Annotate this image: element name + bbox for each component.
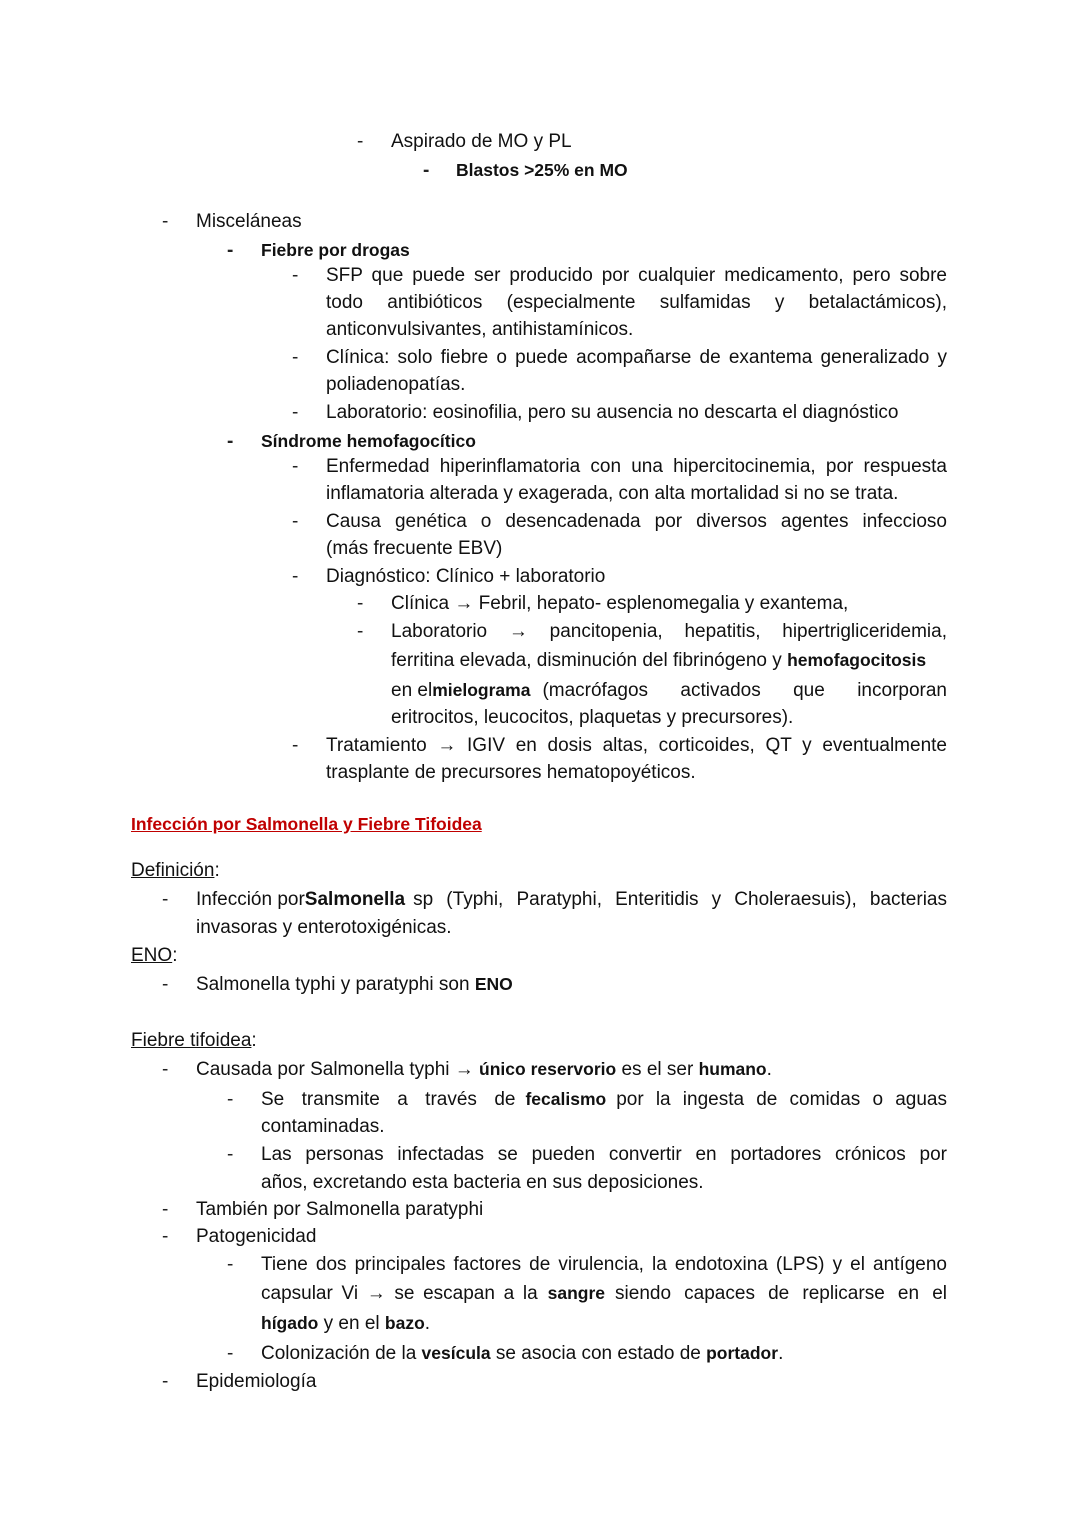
transmite-line-1: [261, 1086, 947, 1113]
portador-term: portador: [706, 1343, 779, 1363]
patogenicidad-line: Patogenicidad: [196, 1226, 317, 1247]
bullet-dash: -: [292, 265, 299, 286]
colon-period: .: [778, 1343, 784, 1364]
bullet-dash: -: [162, 211, 169, 232]
bullet-dash: -: [162, 1059, 169, 1080]
mielograma-term: mielograma: [432, 680, 531, 700]
colon-text: Colonización de la: [261, 1343, 417, 1364]
sfp-line-3: anticonvulsivantes, antihistamínicos.: [326, 319, 634, 340]
sfp-line-2: todo antibióticos (especialmente sulfamidas y betalactámicos),: [326, 292, 947, 313]
humano-term: humano: [698, 1059, 767, 1079]
tambien-line: También por Salmonella paratyphi: [196, 1199, 484, 1220]
sangre-term: sangre: [547, 1283, 606, 1303]
definicion-heading: Definición:: [131, 860, 220, 881]
bullet-dash: -: [292, 402, 299, 423]
lab-line-1: Laboratorio → pancitopenia, hepatitis, hipertrigliceridemia,: [391, 621, 947, 642]
def-line-1: [196, 886, 947, 913]
colon-text-2: se asocia con estado de: [495, 1343, 701, 1364]
bullet-dash: -: [423, 160, 430, 181]
tiene-text-3: y en el: [323, 1313, 380, 1334]
lab-line-3: [391, 677, 947, 704]
transmite-text-2: por la ingesta de comidas o aguas: [616, 1089, 947, 1110]
causada-text-2: es el ser: [621, 1059, 694, 1080]
tiene-line-2: [261, 1280, 947, 1307]
bullet-dash: -: [162, 974, 169, 995]
bullet-dash: -: [227, 1254, 234, 1275]
def-text-2: sp (Typhi, Paratyphi, Enteritidis y Choleraesuis), bacterias: [413, 889, 947, 910]
unico-reservorio-term: único reservorio: [479, 1059, 617, 1079]
sfp-line-1: SFP que puede ser producido por cualquier medicamento, pero sobre: [326, 265, 947, 286]
enf-line-1: Enfermedad hiperinflamatoria con una hipercitocinemia, por respuesta: [326, 456, 947, 477]
clinica-line-1: Clínica: solo fiebre o puede acompañarse de exantema generalizado y: [326, 347, 947, 368]
fiebre-drogas-title: Fiebre por drogas: [261, 240, 410, 260]
causada-line: [196, 1056, 772, 1083]
bullet-dash: -: [227, 1089, 234, 1110]
bullet-dash: -: [162, 1371, 169, 1392]
tiene-period: .: [424, 1313, 431, 1334]
bullet-dash: -: [227, 1144, 234, 1165]
salmonella-term: Salmonella: [304, 889, 406, 910]
lab-line-3-text: en el: [391, 680, 433, 701]
bullet-dash: -: [292, 511, 299, 532]
diagnostico-line: Diagnóstico: Clínico + laboratorio: [326, 566, 606, 587]
blastos-item: Blastos >25% en MO: [456, 160, 628, 180]
eno-label: ENO: [131, 945, 173, 966]
bullet-dash: -: [292, 347, 299, 368]
lab-line-4: eritrocitos, leucocitos, plaquetas y precursores).: [391, 707, 794, 728]
transmite-text: Se transmite a través de: [261, 1089, 516, 1110]
bullet-dash: -: [162, 1199, 169, 1220]
causa-line-1: Causa genética o desencadenada por diversos agentes infeccioso: [326, 511, 947, 532]
lab-line-2-text: ferritina elevada, disminución del fibrinógeno y: [391, 650, 782, 671]
bullet-dash: -: [292, 735, 299, 756]
tiene-text: capsular Vi → se escapan a la: [261, 1283, 538, 1304]
fecalismo-term: fecalismo: [525, 1089, 607, 1109]
tiene-line-3: [261, 1310, 430, 1337]
lab-line-3-rest: (macrófagos activados que incorporan: [542, 680, 947, 701]
colonizacion-line: [261, 1340, 783, 1367]
eno-term: ENO: [474, 974, 513, 994]
def-text-1: Infección por: [196, 889, 305, 910]
hemofago-title: Síndrome hemofagocítico: [261, 431, 476, 451]
tiene-line-1: Tiene dos principales factores de virulencia, la endotoxina (LPS) y el antígeno: [261, 1254, 947, 1275]
fiebre-tifoidea-label: Fiebre tifoidea: [131, 1030, 252, 1051]
eno-line: [196, 971, 513, 998]
bullet-dash: -: [162, 1226, 169, 1247]
vesicula-term: vesícula: [421, 1343, 491, 1363]
tratamiento-line-2: trasplante de precursores hematopoyéticos.: [326, 762, 696, 783]
laboratorio-line: Laboratorio: eosinofilia, pero su ausencia no descarta el diagnóstico: [326, 402, 899, 423]
causada-text: Causada por Salmonella typhi →: [196, 1059, 474, 1080]
tiene-text-2: siendo capaces de replicarse en el: [615, 1283, 947, 1304]
personas-line-1: Las personas infectadas se pueden convertir en portadores crónicos por: [261, 1144, 947, 1165]
bullet-dash: -: [292, 456, 299, 477]
misc-heading: Misceláneas: [196, 211, 302, 232]
epidemiologia-line: Epidemiología: [196, 1371, 317, 1392]
transmite-line-2: contaminadas.: [261, 1116, 385, 1137]
causa-line-2: (más frecuente EBV): [326, 538, 503, 559]
bullet-dash: -: [227, 431, 234, 452]
bullet-dash: -: [227, 240, 234, 261]
higado-term: hígado: [261, 1313, 319, 1333]
hemofagocitosis-term: hemofagocitosis: [787, 650, 927, 670]
enf-line-2: inflamatoria alterada y exagerada, con alta mortalidad si no se trata.: [326, 483, 899, 504]
causada-period: .: [766, 1059, 772, 1080]
bullet-dash: -: [357, 621, 364, 642]
definicion-label: Definición: [131, 860, 215, 881]
aspirado-item: Aspirado de MO y PL: [391, 131, 572, 152]
tratamiento-line-1: Tratamiento → IGIV en dosis altas, corticoides, QT y eventualmente: [326, 735, 947, 756]
bazo-term: bazo: [384, 1313, 425, 1333]
clinica-line-2: poliadenopatías.: [326, 374, 466, 395]
bullet-dash: -: [357, 131, 364, 152]
bullet-dash: -: [357, 593, 364, 614]
personas-line-2: años, excretando esta bacteria en sus deposiciones.: [261, 1172, 704, 1193]
clinica-febril-line: Clínica → Febril, hepato- esplenomegalia y exantema,: [391, 593, 849, 614]
bullet-dash: -: [227, 1343, 234, 1364]
eno-heading: ENO:: [131, 945, 178, 966]
fiebre-tifoidea-heading: Fiebre tifoidea:: [131, 1030, 257, 1051]
lab-line-2: [391, 647, 926, 674]
bullet-dash: -: [292, 566, 299, 587]
def-line-2: invasoras y enterotoxigénicas.: [196, 917, 452, 938]
eno-text: Salmonella typhi y paratyphi son: [196, 974, 470, 995]
bullet-dash: -: [162, 889, 169, 910]
section-title: Infección por Salmonella y Fiebre Tifoidea: [131, 814, 482, 834]
